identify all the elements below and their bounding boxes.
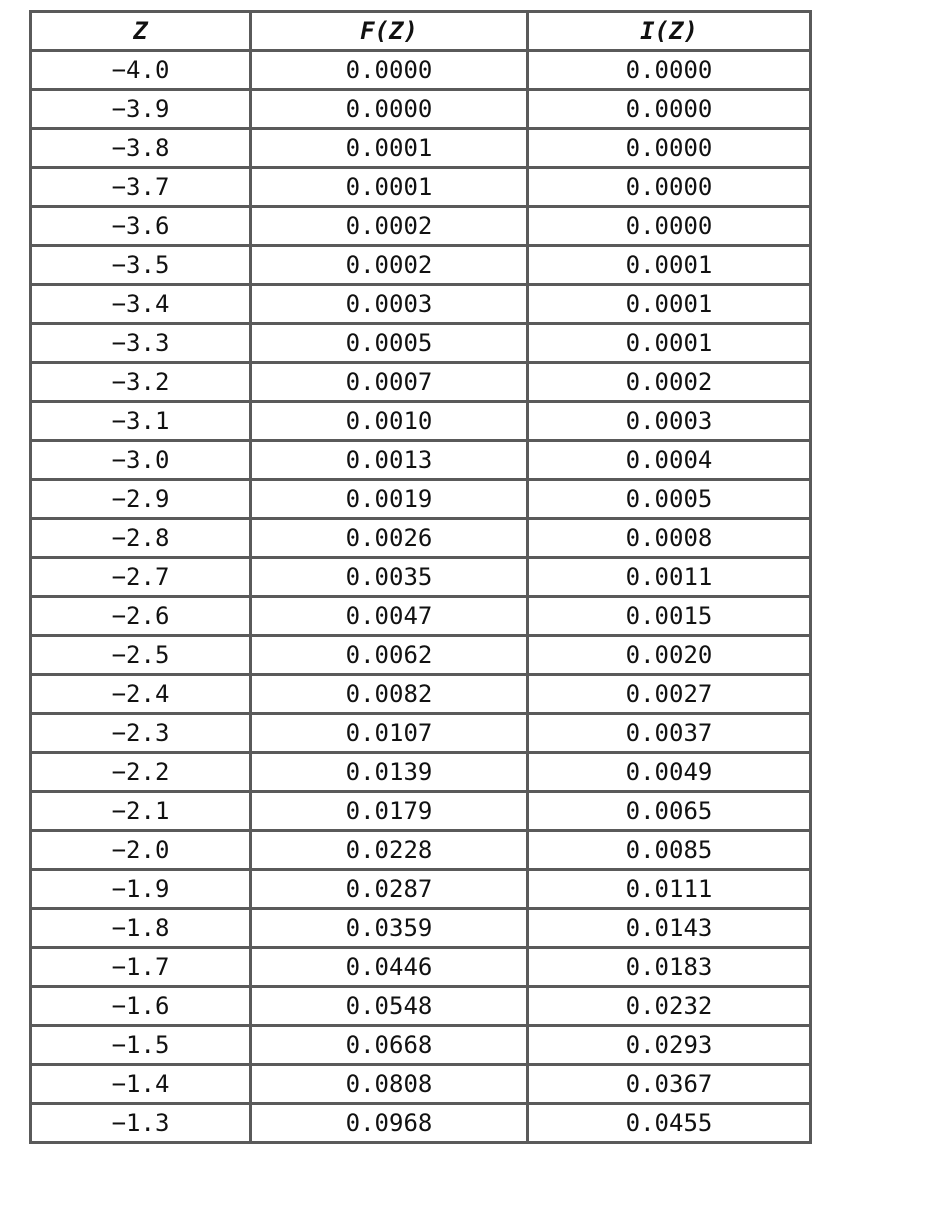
i-z-cell: 0.0004 xyxy=(528,441,811,480)
z-cell: −2.0 xyxy=(31,831,251,870)
f-z-cell: 0.0001 xyxy=(251,129,528,168)
i-z-cell: 0.0000 xyxy=(528,207,811,246)
f-z-cell: 0.0139 xyxy=(251,753,528,792)
i-z-cell: 0.0367 xyxy=(528,1065,811,1104)
normal-distribution-table xyxy=(29,10,812,1144)
z-cell: −2.8 xyxy=(31,519,251,558)
z-cell: −3.7 xyxy=(31,168,251,207)
f-z-cell: 0.0668 xyxy=(251,1026,528,1065)
header-f-z: F(Z) xyxy=(251,12,528,51)
f-z-cell: 0.0005 xyxy=(251,324,528,363)
i-z-cell: 0.0001 xyxy=(528,324,811,363)
table-row xyxy=(31,129,811,168)
z-cell: −4.0 xyxy=(31,51,251,90)
z-cell: −2.7 xyxy=(31,558,251,597)
table-row xyxy=(31,870,811,909)
i-z-cell: 0.0002 xyxy=(528,363,811,402)
z-cell: −3.4 xyxy=(31,285,251,324)
z-cell: −3.2 xyxy=(31,363,251,402)
table-row xyxy=(31,441,811,480)
i-z-cell: 0.0037 xyxy=(528,714,811,753)
i-z-cell: 0.0015 xyxy=(528,597,811,636)
i-z-cell: 0.0183 xyxy=(528,948,811,987)
f-z-cell: 0.0003 xyxy=(251,285,528,324)
header-i-z: I(Z) xyxy=(528,12,811,51)
i-z-cell: 0.0001 xyxy=(528,246,811,285)
f-z-cell: 0.0808 xyxy=(251,1065,528,1104)
f-z-cell: 0.0000 xyxy=(251,90,528,129)
z-cell: −3.6 xyxy=(31,207,251,246)
table-row xyxy=(31,792,811,831)
table-row xyxy=(31,285,811,324)
table-row xyxy=(31,753,811,792)
table-row xyxy=(31,909,811,948)
f-z-cell: 0.0002 xyxy=(251,207,528,246)
z-cell: −3.0 xyxy=(31,441,251,480)
f-z-cell: 0.0035 xyxy=(251,558,528,597)
f-z-cell: 0.0287 xyxy=(251,870,528,909)
i-z-cell: 0.0000 xyxy=(528,90,811,129)
i-z-cell: 0.0111 xyxy=(528,870,811,909)
z-cell: −1.4 xyxy=(31,1065,251,1104)
z-cell: −2.6 xyxy=(31,597,251,636)
i-z-cell: 0.0000 xyxy=(528,168,811,207)
table-row xyxy=(31,480,811,519)
table-row xyxy=(31,363,811,402)
f-z-cell: 0.0062 xyxy=(251,636,528,675)
z-cell: −3.8 xyxy=(31,129,251,168)
f-z-cell: 0.0019 xyxy=(251,480,528,519)
i-z-cell: 0.0005 xyxy=(528,480,811,519)
i-z-cell: 0.0027 xyxy=(528,675,811,714)
i-z-cell: 0.0293 xyxy=(528,1026,811,1065)
z-cell: −1.5 xyxy=(31,1026,251,1065)
z-cell: −3.1 xyxy=(31,402,251,441)
i-z-cell: 0.0000 xyxy=(528,51,811,90)
i-z-cell: 0.0001 xyxy=(528,285,811,324)
z-cell: −2.1 xyxy=(31,792,251,831)
i-z-cell: 0.0000 xyxy=(528,129,811,168)
table-row xyxy=(31,987,811,1026)
i-z-cell: 0.0049 xyxy=(528,753,811,792)
z-cell: −2.9 xyxy=(31,480,251,519)
table-row xyxy=(31,1065,811,1104)
f-z-cell: 0.0002 xyxy=(251,246,528,285)
f-z-cell: 0.0968 xyxy=(251,1104,528,1143)
header-z: Z xyxy=(31,12,251,51)
table-row xyxy=(31,948,811,987)
i-z-cell: 0.0003 xyxy=(528,402,811,441)
table-row xyxy=(31,558,811,597)
i-z-cell: 0.0011 xyxy=(528,558,811,597)
table-row xyxy=(31,597,811,636)
i-z-cell: 0.0085 xyxy=(528,831,811,870)
i-z-cell: 0.0065 xyxy=(528,792,811,831)
z-cell: −3.9 xyxy=(31,90,251,129)
table-row xyxy=(31,51,811,90)
f-z-cell: 0.0007 xyxy=(251,363,528,402)
f-z-cell: 0.0359 xyxy=(251,909,528,948)
table-row xyxy=(31,246,811,285)
f-z-cell: 0.0107 xyxy=(251,714,528,753)
z-cell: −3.3 xyxy=(31,324,251,363)
normal-distribution-table-container xyxy=(29,10,812,1144)
z-cell: −1.6 xyxy=(31,987,251,1026)
table-row xyxy=(31,324,811,363)
f-z-cell: 0.0000 xyxy=(251,51,528,90)
f-z-cell: 0.0026 xyxy=(251,519,528,558)
z-cell: −2.4 xyxy=(31,675,251,714)
table-row xyxy=(31,90,811,129)
z-cell: −2.5 xyxy=(31,636,251,675)
f-z-cell: 0.0179 xyxy=(251,792,528,831)
i-z-cell: 0.0008 xyxy=(528,519,811,558)
f-z-cell: 0.0446 xyxy=(251,948,528,987)
i-z-cell: 0.0143 xyxy=(528,909,811,948)
f-z-cell: 0.0001 xyxy=(251,168,528,207)
table-row xyxy=(31,207,811,246)
f-z-cell: 0.0082 xyxy=(251,675,528,714)
z-cell: −2.3 xyxy=(31,714,251,753)
f-z-cell: 0.0010 xyxy=(251,402,528,441)
table-row xyxy=(31,714,811,753)
table-row xyxy=(31,636,811,675)
i-z-cell: 0.0455 xyxy=(528,1104,811,1143)
i-z-cell: 0.0020 xyxy=(528,636,811,675)
table-body xyxy=(31,51,811,1143)
table-row xyxy=(31,168,811,207)
table-row xyxy=(31,1026,811,1065)
z-cell: −3.5 xyxy=(31,246,251,285)
z-cell: −1.7 xyxy=(31,948,251,987)
table-row xyxy=(31,1104,811,1143)
f-z-cell: 0.0548 xyxy=(251,987,528,1026)
table-row xyxy=(31,402,811,441)
f-z-cell: 0.0228 xyxy=(251,831,528,870)
z-cell: −2.2 xyxy=(31,753,251,792)
table-row xyxy=(31,831,811,870)
table-row xyxy=(31,519,811,558)
table-row xyxy=(31,675,811,714)
z-cell: −1.8 xyxy=(31,909,251,948)
f-z-cell: 0.0047 xyxy=(251,597,528,636)
z-cell: −1.3 xyxy=(31,1104,251,1143)
z-cell: −1.9 xyxy=(31,870,251,909)
i-z-cell: 0.0232 xyxy=(528,987,811,1026)
f-z-cell: 0.0013 xyxy=(251,441,528,480)
table-header-row xyxy=(31,12,811,51)
